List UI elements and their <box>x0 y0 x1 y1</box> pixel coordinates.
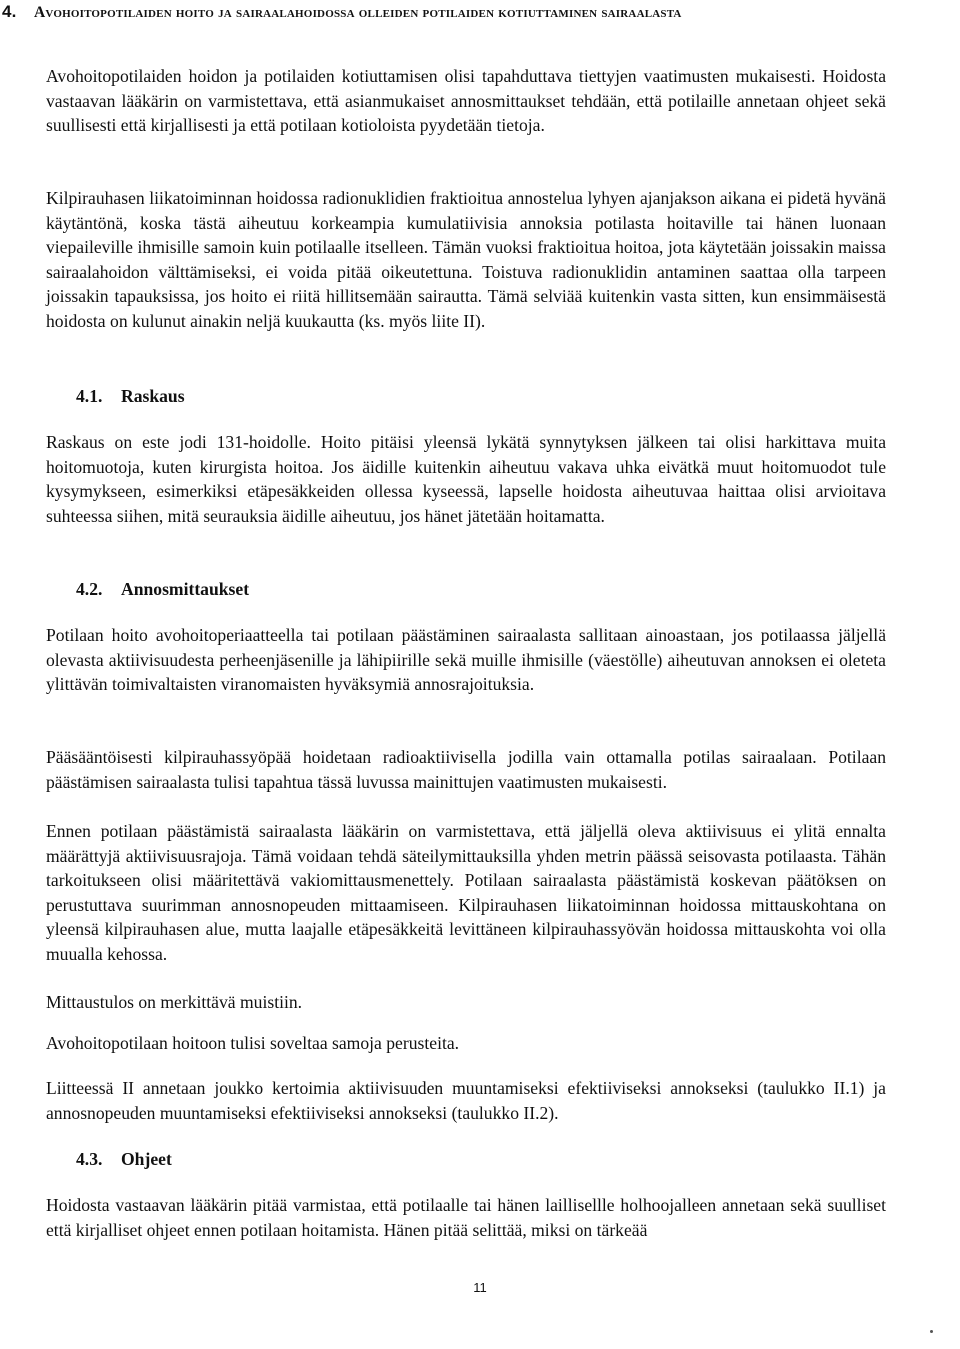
paragraph-dose-limits: Potilaan hoito avohoitoperiaatteella tai potilaan päästäminen sairaalasta sallitaan ainoastaan, jos potilaassa jäljellä olevasta aktiivisuudesta perheenjäsenille ja lähipiirille sekä muille ihmisille (väestölle) aiheutuvan annoksen ei oleteta ylittävän toimivaltaisten viranomaisten hyväksymiä annosrajoituksia. <box>46 625 886 695</box>
chapter-heading <box>2 0 902 25</box>
page-number: 11 <box>473 1280 487 1295</box>
section-number: 4.3. <box>76 1149 103 1169</box>
section-title: Annosmittaukset <box>121 579 250 599</box>
section-heading-4-3 <box>76 1147 172 1171</box>
paragraph-release-measurement: Ennen potilaan päästämistä sairaalasta lääkärin on varmistettava, että jäljellä oleva aktiivisuus ei ylitä ennalta määrättyjä aktiivisuusrajoja. Tämä voidaan tehdä säteilymittauksilla yhden metrin päässä seisovasta potilaasta. Tähän tarkoitukseen olisi määritettävä vakiomittausmenettely. Potilaan sairaalasta päästämistä koskevan päätöksen on perustuttava suurimman annosnopeuden mittaamiseen. Kilpirauhasen liikatoiminnan hoidossa mittauskohtana on yleensä kilpirauhasen alue, mutta laajalle etäpesäkkeitä levittäneen kilpirauhassyövän hoidossa mittauskohta voi olla muualla kehossa. <box>46 821 886 964</box>
chapter-title: Avohoitopotilaiden hoito ja sairaalahoidossa olleiden potilaiden kotiuttaminen sairaalasta <box>34 4 682 21</box>
section-heading-4-2 <box>76 577 249 601</box>
section-number: 4.2. <box>76 579 103 599</box>
paragraph-instructions: Hoidosta vastaavan lääkärin pitää varmistaa, että potilaalle tai hänen laillisellle holhoojalleen annetaan sekä suulliset että kirjalliset ohjeet ennen potilaan hoitamista. Hänen pitää selittää, miksi on tärkeää <box>46 1195 886 1240</box>
section-number: 4.1. <box>76 386 103 406</box>
paragraph-intro: Avohoitopotilaiden hoidon ja potilaiden kotiuttamisen olisi tapahduttava tiettyjen vaatimusten mukaisesti. Hoidosta vastaavan lääkärin on varmistettava, että asianmukaiset annosmittaukset tehdään, että potilaille annetaan ohjeet sekä suullisesti että kirjallisesti ja että potilaan kotioloista pyydetään tietoja. <box>46 66 886 136</box>
paragraph-thyroid-cancer: Pääsääntöisesti kilpirauhassyöpää hoidetaan radioaktiivisella jodilla vain ottamalla potilas sairaalaan. Potilaan päästämisen sairaalasta tulisi tapahtua tässä luvussa mainittujen vaatimusten mukaisesti. <box>46 747 886 792</box>
paragraph-fractionated-treatment: Kilpirauhasen liikatoiminnan hoidossa radionuklidien fraktioitua annostelua lyhyen ajanjakson aikana ei pidetä hyvänä käytäntönä, koska tästä aiheutuu korkeampia kumulatiivisia annoksia potilasta hoitaville tai hänen luonaan viераileville ihmisille samoin kuin potilaalle itselleen. Tämän vuoksi fraktioitua hoitoa, jota käytetään joissakin maissa sairaalahoidon välttämiseksi, ei voida pitää oikeutettuna. Toistuva radionuklidin antaminen saattaa olla tarpeen joissakin tapauksissa, jos hoito ei riitä hillitsemään sairautta. Tämä selviää kuitenkin vasta sitten, kun ensimmäisestä hoidosta on kulunut ainakin neljä kuukautta (ks. myös liite II). <box>46 188 886 331</box>
paragraph-pregnancy: Raskaus on este jodi 131-hoidolle. Hoito pitäisi yleensä lykätä synnytyksen jälkeen tai olisi harkittava muita hoitomuotoja, kuten kirurgista hoitoa. Jos äidille kuitenkin aiheutuu vakava uhka eivätkä muut hoitomuodot tule kysymykseen, esimerkiksi etäpesäkkeiden ollessa kyseessä, lapselle hoidosta aiheutuvaa haittaa olisi arvioitava suhteessa siihen, mitä seurauksia äidille aiheutuu, jos hänet jätetään hoitamatta. <box>46 432 886 526</box>
section-title: Raskaus <box>121 386 185 406</box>
chapter-number: 4. <box>2 2 17 21</box>
scan-speck <box>930 1330 933 1333</box>
paragraph-annex-coefficients: Liitteessä II annetaan joukko kertoimia aktiivisuuden muuntamiseksi efektiiviseksi annokseksi (taulukko II.1) ja annosnopeuden muuntamiseksi efektiiviseksi annokseksi (taulukko II.2). <box>46 1078 886 1123</box>
section-title: Ohjeet <box>121 1149 172 1169</box>
paragraph-outpatient-criteria: Avohoitopotilaan hoitoon tulisi soveltaa samoja perusteita. <box>46 1033 460 1053</box>
section-heading-4-1 <box>76 384 185 408</box>
paragraph-record-result: Mittaustulos on merkittävä muistiin. <box>46 992 303 1012</box>
